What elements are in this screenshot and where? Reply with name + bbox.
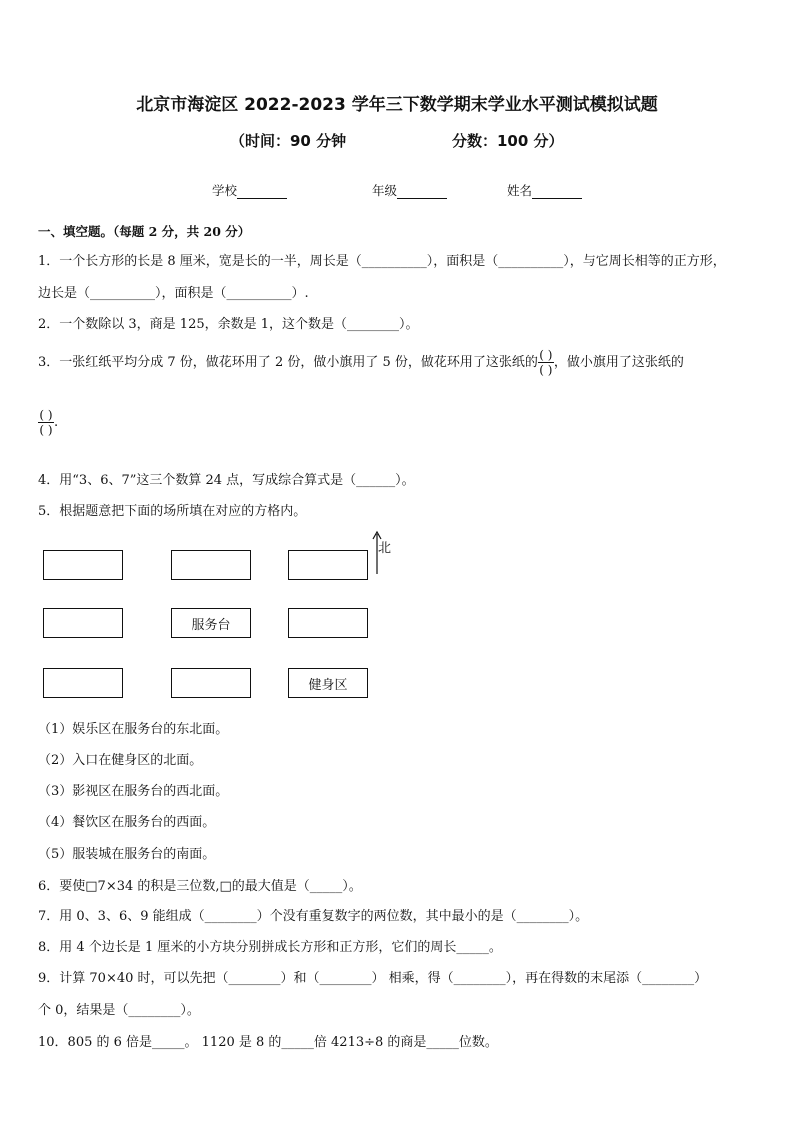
question-7: 7．用 0、3、6、9 能组成（________）个没有重复数字的两位数，其中最小的是（________）。 bbox=[38, 909, 589, 924]
question-5-sub-3: （3）影视区在服务台的西北面。 bbox=[38, 784, 229, 799]
page-title: 北京市海淀区 2022-2023 学年三下数学期末学业水平测试模拟试题 bbox=[136, 95, 658, 115]
question-3-line-2 bbox=[38, 408, 58, 437]
question-4: 4．用“3、6、7”这三个数算 24 点，写成综合算式是（______）。 bbox=[38, 473, 415, 488]
north-label: 北 bbox=[378, 541, 392, 556]
fraction-denominator: ( ) bbox=[39, 423, 53, 437]
question-5-sub-1: （1）娱乐区在服务台的东北面。 bbox=[38, 722, 229, 737]
grid-box-gym: 健身区 bbox=[288, 668, 368, 698]
fraction-numerator: ( ) bbox=[39, 408, 53, 422]
question-10: 10．805 的 6 倍是_____。 1120 是 8 的_____倍 4213÷8 的商是_____位数。 bbox=[38, 1035, 498, 1050]
grade-field bbox=[372, 181, 447, 199]
question-5: 5．根据题意把下面的场所填在对应的方格内。 bbox=[38, 504, 307, 519]
grid-box-sw[interactable] bbox=[43, 668, 123, 698]
question-5-sub-5: （5）服装城在服务台的南面。 bbox=[38, 847, 216, 862]
question-3-text-a: 3．一张红纸平均分成 7 份，做花环用了 2 份，做小旗用了 5 份，做花环用了这张纸的 bbox=[38, 355, 538, 370]
grid-box-n[interactable] bbox=[171, 550, 251, 580]
grid-box-s[interactable] bbox=[171, 668, 251, 698]
question-8: 8．用 4 个边长是 1 厘米的小方块分别拼成长方形和正方形，它们的周长_____。 bbox=[38, 940, 502, 955]
school-label: 学校 bbox=[212, 183, 238, 198]
name-label: 姓名 bbox=[507, 183, 533, 198]
school-blank[interactable] bbox=[237, 184, 287, 199]
grid-box-ne[interactable] bbox=[288, 550, 368, 580]
fraction-numerator: ( ) bbox=[539, 348, 553, 362]
fraction-blank[interactable] bbox=[538, 348, 554, 377]
question-2: 2．一个数除以 3，商是 125，余数是 1，这个数是（________）。 bbox=[38, 317, 419, 332]
grid-box-service-desk: 服务台 bbox=[171, 608, 251, 638]
fraction-blank[interactable] bbox=[38, 408, 54, 437]
question-5-sub-4: （4）餐饮区在服务台的西面。 bbox=[38, 815, 216, 830]
grid-box-e[interactable] bbox=[288, 608, 368, 638]
school-field bbox=[212, 181, 287, 199]
question-1-line-1: 1．一个长方形的长是 8 厘米，宽是长的一半，周长是（__________），面积是（__________），与它周长相等的正方形， bbox=[38, 254, 726, 269]
question-3-period: . bbox=[54, 415, 59, 430]
grade-label: 年级 bbox=[372, 183, 398, 198]
question-9-line-2: 个 0，结果是（________）。 bbox=[38, 1003, 200, 1018]
question-3-line-1 bbox=[38, 348, 684, 377]
fraction-denominator: ( ) bbox=[539, 363, 553, 377]
exam-time: （时间：90 分钟 bbox=[230, 132, 347, 150]
question-5-sub-2: （2）入口在健身区的北面。 bbox=[38, 753, 203, 768]
question-1-line-2: 边长是（__________），面积是（__________）. bbox=[38, 286, 309, 301]
grid-box-nw[interactable] bbox=[43, 550, 123, 580]
name-field bbox=[507, 181, 582, 199]
question-9-line-1: 9．计算 70×40 时，可以先把（________）和（________） 相乘，得（________），再在得数的末尾添（________） bbox=[38, 971, 708, 986]
question-6: 6．要使□7×34 的积是三位数,□的最大值是（_____）。 bbox=[38, 879, 362, 894]
question-3-text-b: ，做小旗用了这张纸的 bbox=[553, 355, 684, 370]
name-blank[interactable] bbox=[532, 184, 582, 199]
grid-box-w[interactable] bbox=[43, 608, 123, 638]
section-heading: 一、填空题。（每题 2 分，共 20 分） bbox=[38, 224, 251, 239]
exam-score: 分数：100 分） bbox=[452, 132, 564, 150]
grade-blank[interactable] bbox=[397, 184, 447, 199]
